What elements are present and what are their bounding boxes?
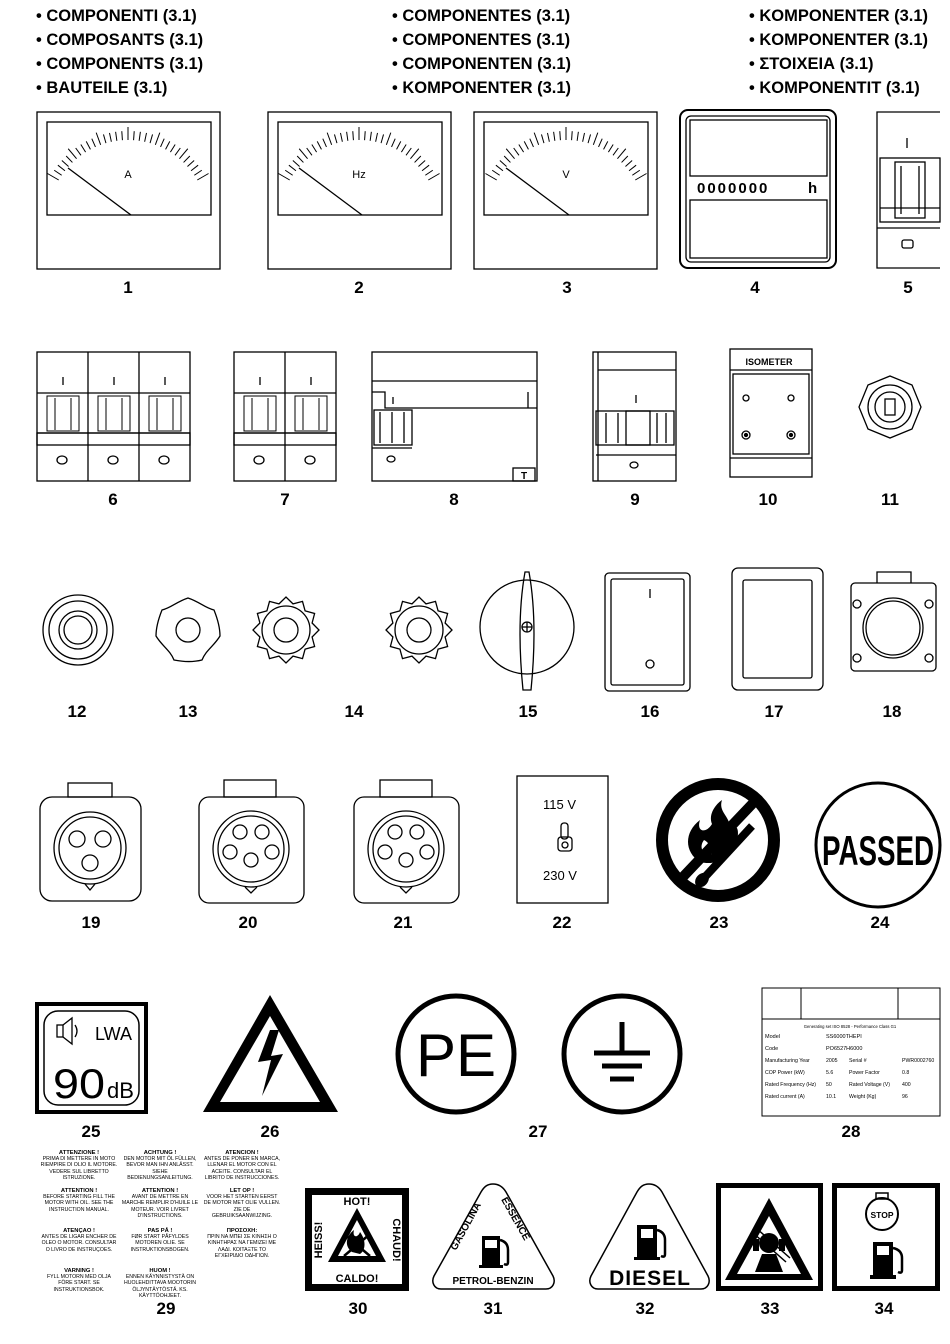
- item-number: 10: [758, 490, 778, 509]
- plate-cell: 400: [902, 1082, 911, 1088]
- item-number: 17: [764, 702, 784, 721]
- plate-model-label: Model: [765, 1034, 780, 1040]
- scale-tick: [109, 133, 111, 142]
- scale-tick: [155, 133, 159, 145]
- warning-title: LET OP !: [229, 1188, 255, 1194]
- scale-tick: [293, 160, 300, 166]
- warning-title: ACHTUNG !: [143, 1150, 177, 1156]
- isometer: [730, 349, 812, 477]
- item-number: 14: [344, 702, 364, 721]
- cee-socket-3-pin: [40, 783, 141, 901]
- scale-tick: [629, 165, 636, 171]
- scale-tick: [194, 170, 201, 175]
- scale-tick: [554, 132, 555, 141]
- hour-digits: 0000000: [697, 180, 770, 197]
- noise-level-label: [37, 1004, 146, 1112]
- scale-tick: [47, 174, 58, 181]
- scale-tick: [191, 165, 198, 171]
- scale-tick: [530, 139, 534, 147]
- hot-label-bottom: CALDO!: [335, 1273, 379, 1285]
- high-voltage-warning-icon: [203, 995, 338, 1112]
- warning-text: DEN MOTOR MIT ÖL FÜLLEN, BEVOR MAN IHN ANLÄSST. SIEHE BEDIENUNGSANLEITUNG.: [123, 1156, 197, 1181]
- scale-tick: [583, 133, 585, 142]
- item-number: 8: [449, 490, 459, 509]
- rotary-selector: [480, 572, 574, 690]
- warning-text: FYLL MOTORN MED OLJA FÖRE START. SE INSTRUKTIONSBOK.: [47, 1274, 111, 1293]
- meter-unit-v: V: [562, 169, 570, 181]
- petrol-label-right: ESSENCE: [498, 1195, 532, 1243]
- svg-text:ESSENCE: [498, 1196, 531, 1243]
- warning-paragraph: [40, 1188, 118, 1213]
- item-number: 1: [123, 278, 133, 297]
- header-line: • ΣΤΟΙΧΕΙΑ (3.1): [749, 52, 928, 76]
- warning-title: ΠΡΟΣΟΧΗ:: [226, 1228, 258, 1234]
- header-line: • COMPONENTEN (3.1): [392, 52, 571, 76]
- warning-text: VOOR HET STARTEN EERST DE MOTOR MET OLIE VULLEN. ZIE DE GEBRUIKSAANWIJZING.: [203, 1194, 281, 1219]
- item-number: 5: [903, 278, 913, 297]
- stop-label: STOP: [870, 1210, 894, 1220]
- scale-tick: [175, 148, 180, 155]
- scale-tick: [425, 170, 432, 175]
- plate-cell: 50: [826, 1082, 832, 1088]
- passed-seal: [816, 783, 940, 907]
- scale-tick: [103, 134, 105, 143]
- header-line: • KOMPONENTER (3.1): [749, 28, 928, 52]
- key-switch: [859, 376, 921, 438]
- item-number: 13: [178, 702, 198, 721]
- item-number: 24: [870, 913, 890, 932]
- hour-counter: [680, 110, 836, 268]
- item-number: 21: [393, 913, 413, 932]
- warning-text: FØR START PÅFYLDES MOTOREN OLIE. SE INSTRUKTIONSBOGEN.: [130, 1234, 190, 1253]
- hot-label-top: HOT!: [343, 1196, 371, 1208]
- warning-text: BEFORE STARTING FILL THE MOTOR WITH OIL. SEE THE INSTRUCTION MANUAL.: [43, 1194, 115, 1213]
- scale-tick: [187, 160, 194, 166]
- breaker-three-pole: [37, 352, 190, 481]
- item-number: 12: [67, 702, 87, 721]
- item-number: 33: [760, 1299, 780, 1318]
- warning-paragraph: [203, 1150, 281, 1181]
- scale-tick: [506, 149, 514, 159]
- warning-title: ATTENTION !: [141, 1188, 179, 1194]
- scale-tick: [297, 156, 303, 162]
- scale-tick: [500, 160, 507, 166]
- scale-tick: [161, 139, 165, 147]
- noise-db: dB: [107, 1078, 134, 1103]
- plate-cell: 96: [902, 1094, 908, 1100]
- plate-cell: 5.6: [826, 1070, 834, 1076]
- warning-paragraph: [121, 1150, 199, 1181]
- header-line: • KOMPONENTER (3.1): [392, 76, 571, 100]
- voltage-selector-switch: [517, 776, 608, 903]
- noise-unit-label: LWA: [95, 1024, 133, 1044]
- plate-cell: 0.8: [902, 1070, 910, 1076]
- item-number: 25: [81, 1122, 101, 1141]
- scale-tick: [381, 134, 383, 143]
- svg-text:GASOLINA: [449, 1201, 484, 1253]
- scale-tick: [370, 132, 371, 141]
- item-number: 4: [750, 278, 760, 297]
- item-number: 15: [518, 702, 538, 721]
- scale-tick: [572, 131, 573, 140]
- item-number: 32: [635, 1299, 655, 1318]
- plate-code-label: Code: [765, 1046, 779, 1052]
- scale-tick: [299, 149, 307, 159]
- scale-tick: [134, 131, 135, 140]
- ammeter: [37, 112, 220, 269]
- header-line: • BAUTEILE (3.1): [36, 76, 203, 100]
- plate-cell: Rated Frequency (Hz): [765, 1082, 817, 1088]
- scale-tick: [599, 139, 603, 147]
- scale-tick: [327, 133, 331, 145]
- scale-tick: [278, 174, 289, 181]
- item-number: 19: [81, 913, 101, 932]
- breaker-two-pole: [234, 352, 336, 481]
- meter-unit-a: A: [124, 169, 132, 181]
- scale-tick: [622, 156, 628, 162]
- isometer-label: ISOMETER: [745, 357, 793, 367]
- petrol-label-bottom: PETROL-BENZIN: [452, 1276, 534, 1287]
- pe-label: PE: [415, 1022, 497, 1089]
- scale-tick: [62, 160, 69, 166]
- item-number: 6: [108, 490, 118, 509]
- scale-tick: [376, 133, 378, 142]
- item-number: 16: [640, 702, 660, 721]
- scale-tick: [353, 131, 354, 140]
- star-knob: [156, 598, 220, 662]
- plate-cell: 2005: [826, 1058, 838, 1064]
- scale-tick: [307, 148, 312, 155]
- plate-title: Generating set ISO 8528 - Performance Class G1: [803, 1024, 897, 1029]
- warning-paragraph: [121, 1268, 199, 1299]
- item-number: 11: [881, 490, 899, 509]
- scale-tick: [625, 160, 632, 166]
- diesel-fuel-label: [590, 1184, 709, 1290]
- scale-tick: [54, 170, 61, 175]
- warning-paragraph: [203, 1188, 281, 1219]
- fuel-pump-icon: [479, 1236, 508, 1268]
- blank-panel: [732, 568, 823, 690]
- plate-cell: Manufacturing Year: [765, 1058, 810, 1064]
- warning-text: ANTES DE LIGAR ENCHER DE OLEO O MOTOR. CONSULTAR O LIVRO DE INSTRUÇOES.: [41, 1234, 117, 1253]
- scale-tick: [365, 131, 366, 140]
- scale-tick: [415, 156, 421, 162]
- warning-title: ATENÇAO !: [63, 1228, 95, 1234]
- scale-tick: [560, 131, 561, 140]
- scale-tick: [150, 134, 152, 143]
- no-open-flame-icon: [662, 784, 774, 896]
- item-number: 34: [874, 1299, 894, 1318]
- scale-tick: [613, 148, 618, 155]
- scale-tick: [604, 141, 608, 149]
- scale-tick: [184, 156, 190, 162]
- scale-tick: [485, 174, 496, 181]
- item-number: 7: [280, 490, 290, 509]
- cee-socket-5-pin: [199, 780, 304, 903]
- scale-tick: [289, 165, 296, 171]
- plate-code-value: PO6527H6000: [826, 1046, 863, 1052]
- header-line: • COMPONENTES (3.1): [392, 28, 571, 52]
- voltmeter: [474, 112, 657, 269]
- hot-label-right: CHAUD!: [390, 1218, 402, 1262]
- scale-tick: [492, 170, 499, 175]
- item-number: 30: [348, 1299, 368, 1318]
- item-number: 28: [841, 1122, 861, 1141]
- item-number: 20: [238, 913, 258, 932]
- scale-tick: [534, 133, 538, 145]
- scale-tick: [92, 139, 96, 147]
- residual-current-breaker: [372, 352, 537, 482]
- hot-surface-warning: [305, 1188, 409, 1291]
- warning-title: VARNING !: [64, 1268, 94, 1274]
- scale-tick: [418, 160, 425, 166]
- panel-socket: [851, 572, 936, 671]
- stop-engine-before-refuel-label: [832, 1183, 940, 1291]
- voltage-bottom-label: 230 V: [543, 868, 577, 883]
- warning-title: PAS PÅ !: [147, 1228, 173, 1234]
- scale-tick: [285, 170, 292, 175]
- gear-outline: [253, 597, 319, 663]
- scale-tick: [86, 141, 90, 149]
- scale-tick: [139, 132, 140, 141]
- scale-tick: [76, 148, 81, 155]
- passed-label: PASSED: [822, 827, 934, 874]
- item-number: 26: [260, 1122, 280, 1141]
- warning-paragraph: [40, 1150, 118, 1181]
- item-number: 23: [709, 913, 729, 932]
- hot-label-left: HEISS!: [313, 1221, 325, 1259]
- warning-title: ATENCION !: [225, 1150, 259, 1156]
- scale-tick: [386, 133, 390, 145]
- fuse-holder-knob: [253, 597, 319, 663]
- test-button-icon: T: [520, 471, 528, 482]
- scale-tick: [170, 145, 175, 153]
- item-number: 18: [882, 702, 902, 721]
- warning-text: AVANT DE METTRE EN MARCHE REMPLIR D'HUILE LE MOTEUR. VOIR LIVRET D'INSTRUCTIONS.: [121, 1194, 199, 1219]
- scale-tick: [519, 145, 524, 153]
- warning-paragraph: [121, 1228, 199, 1253]
- scale-tick: [401, 145, 406, 153]
- plate-cell: Serial #: [849, 1058, 867, 1064]
- scale-tick: [179, 149, 187, 159]
- scale-tick: [166, 141, 170, 149]
- scale-tick: [410, 149, 418, 159]
- scale-tick: [428, 174, 439, 181]
- header-line: • COMPONENTI (3.1): [36, 4, 203, 28]
- scale-tick: [334, 134, 336, 143]
- earth-ground-icon: [564, 996, 680, 1112]
- scale-tick: [422, 165, 429, 171]
- scale-tick: [541, 134, 543, 143]
- scale-tick: [608, 145, 613, 153]
- header-line: • KOMPONENTIT (3.1): [749, 76, 928, 100]
- noise-value: 90: [53, 1060, 105, 1107]
- scale-tick: [577, 132, 578, 141]
- item-number: 9: [630, 490, 640, 509]
- scale-tick: [323, 139, 327, 147]
- warning-text: ENNEN KÄYNNISTYSTÄ ON HUOLEHDITTAVA MOOTORIN ÖLJYNTÄYTÖSTÄ. KS. KÄYTTÖOHJEET.: [124, 1274, 196, 1299]
- warning-paragraph: [40, 1228, 118, 1253]
- warning-text: ΠΡΙΝ ΝΑ ΜΠΕΙ ΣΕ ΚΙΝΗΣΗ Ο ΚΙΝΗΤΗΡΑΣ ΝΑ ΓΕΜΙΖΕΙ ΜΕ ΛΑΔΙ. ΚΟΙΤΑΞΤΕ ΤΟ ΕΓΧΕΙΡΙΔΙΟ ΟΔΗΓΙΩΝ.: [207, 1234, 277, 1259]
- header-line: • COMPONENTS (3.1): [36, 52, 203, 76]
- gear-outline: [386, 597, 452, 663]
- rocker-switch: [605, 573, 690, 691]
- item-number: 27: [528, 1122, 548, 1141]
- scale-tick: [347, 132, 348, 141]
- scale-tick: [66, 156, 72, 162]
- rating-plate: [762, 988, 940, 1116]
- scale-tick: [504, 156, 510, 162]
- hearing-protection-warning: [716, 1183, 823, 1291]
- warning-text: ANTES DE PONER EN MARCA, LLENAR EL MOTOR CON EL ACEITE. CONSULTAR EL LIBRITO DE INSTRUCCIONES.: [203, 1156, 281, 1181]
- scale-tick: [392, 139, 396, 147]
- scale-tick: [116, 132, 117, 141]
- warning-paragraph: [203, 1228, 281, 1259]
- scale-tick: [340, 133, 342, 142]
- gear-ring: [395, 606, 443, 654]
- breaker-narrow: [593, 352, 676, 481]
- warning-paragraph: [40, 1268, 118, 1293]
- scale-tick: [406, 148, 411, 155]
- scale-tick: [593, 133, 597, 145]
- item-number: 3: [562, 278, 572, 297]
- plate-cell: Weight (Kg): [849, 1094, 877, 1100]
- item-number: 29: [156, 1299, 176, 1318]
- scale-tick: [317, 141, 321, 149]
- scale-tick: [514, 148, 519, 155]
- meter-unit-hz: Hz: [352, 169, 366, 181]
- pilot-lamp: [43, 595, 113, 665]
- warning-text: PRIMA DI METTERE IN MOTO RIEMPIRE DI OLIO IL MOTORE. VEDERE SUL LIBRETTO ISTRUZIONE.: [40, 1156, 118, 1181]
- diesel-label: DIESEL: [609, 1267, 691, 1290]
- fuse-holder-knob: [386, 597, 452, 663]
- warning-title: ATTENTION !: [60, 1188, 98, 1194]
- scale-tick: [312, 145, 317, 153]
- scale-tick: [617, 149, 625, 159]
- scale-tick: [524, 141, 528, 149]
- petrol-label-left: GASOLINA: [448, 1200, 484, 1253]
- petrol-fuel-label: [433, 1184, 554, 1289]
- scale-tick: [122, 131, 123, 140]
- scale-tick: [145, 133, 147, 142]
- item-number: 22: [552, 913, 572, 932]
- fuel-pump-icon: [634, 1225, 665, 1260]
- warning-paragraph: [121, 1188, 199, 1219]
- header-line: • KOMPONENTER (3.1): [749, 4, 928, 28]
- plate-model-value: SS6000THEPI: [826, 1034, 862, 1040]
- scale-tick: [197, 174, 208, 181]
- scale-tick: [68, 149, 76, 159]
- item-number: 31: [483, 1299, 503, 1318]
- plate-cell: COP Power (kW): [765, 1070, 805, 1076]
- cee-socket-5-pin: [354, 780, 459, 903]
- scale-tick: [547, 133, 549, 142]
- hour-unit: h: [808, 180, 818, 197]
- plate-cell: PWR0002760: [902, 1058, 935, 1064]
- header-line: • COMPONENTES (3.1): [392, 4, 571, 28]
- speaker-icon: [57, 1018, 77, 1044]
- header-line: • COMPOSANTS (3.1): [36, 28, 203, 52]
- warning-title: HUOM !: [149, 1268, 171, 1274]
- plate-cell: Rated current (A): [765, 1094, 805, 1100]
- scale-tick: [496, 165, 503, 171]
- gear-ring: [262, 606, 310, 654]
- voltage-top-label: 115 V: [543, 797, 577, 812]
- scale-tick: [632, 170, 639, 175]
- plate-cell: Power Factor: [849, 1070, 880, 1076]
- warning-title: ATTENZIONE !: [58, 1150, 100, 1156]
- scale-tick: [397, 141, 401, 149]
- plate-cell: Rated Voltage (V): [849, 1082, 890, 1088]
- protective-earth-symbol: [398, 996, 514, 1112]
- scale-tick: [58, 165, 65, 171]
- plate-cell: 10.1: [826, 1094, 837, 1100]
- item-number: 2: [354, 278, 364, 297]
- frequency-meter: [268, 112, 451, 269]
- scale-tick: [81, 145, 86, 153]
- breaker-single: [877, 112, 940, 268]
- scale-tick: [588, 134, 590, 143]
- scale-tick: [635, 174, 646, 181]
- scale-tick: [96, 133, 100, 145]
